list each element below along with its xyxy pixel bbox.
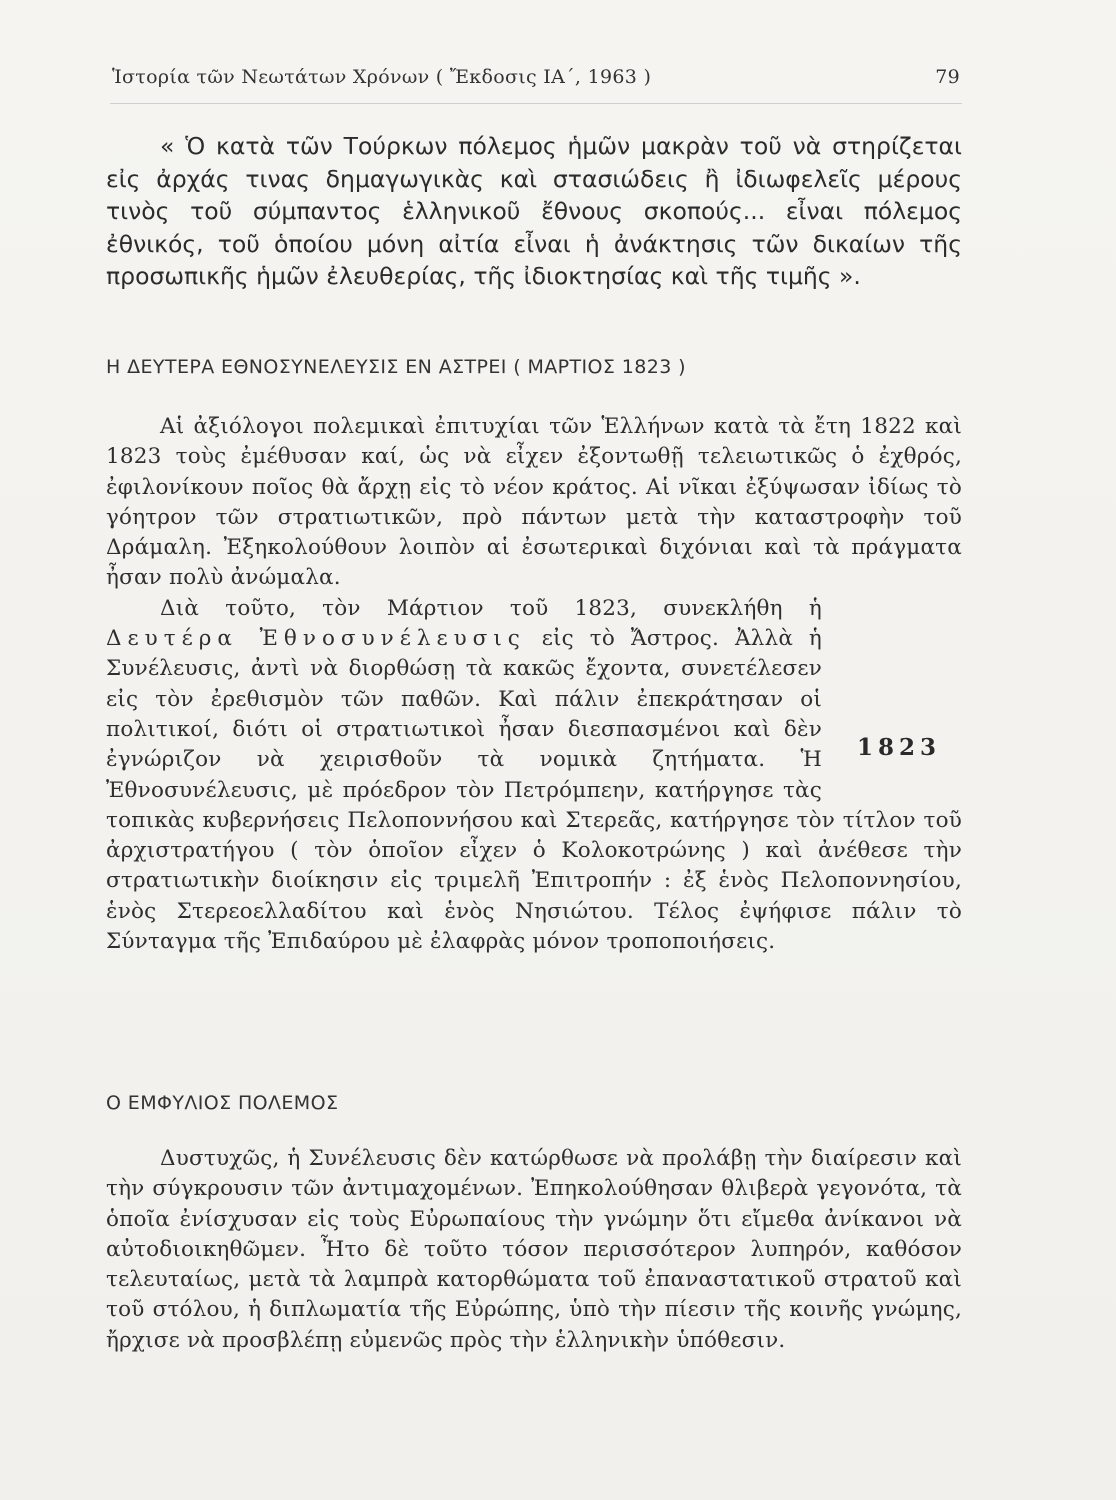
running-head [112,66,960,88]
header-rule [110,103,962,104]
section-title-second-national-assembly: Η ΔΕΥΤΕΡΑ ΕΘΝΟΣΥΝΕΛΕΥΣΙΣ ΕΝ ΑΣΤΡΕΙ ( ΜΑΡΤΙΟΣ 1823 ) [106,356,686,378]
margin-note-year: 1823 [857,734,942,761]
quotation-paragraph: « Ὁ κατὰ τῶν Τούρκων πόλεμος ἡμῶν μακρὰν τοῦ νὰ στηρίζεται εἰς ἀρχάς τινας δημαγωγικὰς καὶ στασιώδεις ἢ ἰδιωφελεῖς μέρους τινὸς τοῦ σύμπαντος ἑλληνικοῦ ἔθνους σκοπούς... εἶναι πόλεμος ἐθνικός, τοῦ ὁποίου μόνη αἰτία εἶναι ἡ ἀνάκτησις τῶν δικαίων τῆς προσωπικῆς ἡμῶν ἐλευθερίας, τῆς ἰδιοκτησίας καὶ τῆς τιμῆς ». [106,132,962,291]
section-civil-war [106,1144,962,1356]
margin-note-gap [822,685,962,777]
paragraph-text: εἰς τὸ Ἄστρος. Ἀλλὰ ἡ Συνέλευσις, ἀντὶ νὰ διορθώσῃ τὰ κακῶς ἔχοντα, συνετέλεσεν εἰς τὸν ἐρεθισμὸν τῶν παθῶν. Καὶ πάλιν ἐπεκράτησαν οἱ πολιτικοί, διότι οἱ στρατιωτικοὶ ἦσαν διεσπασμένοι καὶ δὲν ἐγνώριζον νὰ χειρισθοῦν τὰ νομικὰ ζητήματα. Ἡ Ἐθνοσυνέλευσις, μὲ πρόεδρον τὸν Πετρόμπεην, κατήργησε τὰς τοπικὰς κυβερνήσεις Πελοποννήσου καὶ Στερεᾶς, κατήργησε τὸν τίτλον τοῦ ἀρχιστρατήγου ( τὸν ὁποῖον εἶχεν ὁ Κολοκοτρώνης ) καὶ ἀνέθεσε τὴν στρατιωτικὴν διοίκησιν εἰς τριμελῆ Ἐπιτροπήν : ἐξ ἑνὸς Πελοποννησίου, ἑνὸς Στερεοελλαδίτου καὶ ἑνὸς Νησιώτου. Τέλος ἐψήφισε πάλιν τὸ Σύνταγμα τῆς Ἐπιδαύρου μὲ ἐλαφρὰς μόνον τροποποιήσεις. [106,626,962,955]
running-title: Ἱστορία τῶν Νεωτάτων Χρόνων ( Ἔκδοσις ΙΑ΄, 1963 ) [112,66,652,88]
page-number: 79 [935,66,960,88]
paragraph-text: Διὰ τοῦτο, τὸν Μάρτιον τοῦ 1823, συνεκλήθη ἡ [160,595,822,621]
emphasized-assembly-name: Δευτέρα Ἐθνοσυνέλευσις [106,626,526,652]
body-paragraph [106,594,962,958]
body-paragraph: Αἱ ἀξιόλογοι πολεμικαὶ ἐπιτυχίαι τῶν Ἑλλήνων κατὰ τὰ ἔτη 1822 καὶ 1823 τοὺς ἐμέθυσαν καί, ὡς νὰ εἶχεν ἐξοντωθῇ τελειωτικῶς ὁ ἐχθρός, ἐφιλονίκουν ποῖος θὰ ἄρχῃ εἰς τὸ νέον κράτος. Αἱ νῖκαι ἐξύψωσαν ἰδίως τὸ γόητρον τῶν στρατιωτικῶν, πρὸ πάντων μετὰ τὴν καταστροφὴν τοῦ Δράμαλη. Ἐξηκολούθουν λοιπὸν αἱ ἐσωτερικαὶ διχόνιαι καὶ τὰ πράγματα ἦσαν πολὺ ἀνώμαλα. [106,414,962,591]
section-second-national-assembly [106,412,962,957]
body-paragraph: Δυστυχῶς, ἡ Συνέλευσις δὲν κατώρθωσε νὰ προλάβῃ τὴν διαίρεσιν καὶ τὴν σύγκρουσιν τῶν ἀντιμαχομένων. Ἐπηκολούθησαν θλιβερὰ γεγονότα, τὰ ὁποῖα ἐνίσχυσαν εἰς τοὺς Εὐρωπαίους τὴν γνώμην ὅτι εἴμεθα ἀνίκανοι νὰ αὐτοδιοικηθῶμεν. Ἦτο δὲ τοῦτο τόσον περισσότερον λυπηρόν, καθόσον τελευταίως, μετὰ τὰ λαμπρὰ κατορθώματα τοῦ ἐπαναστατικοῦ στρατοῦ καὶ τοῦ στόλου, ἡ διπλωματία τῆς Εὐρώπης, ὑπὸ τὴν πίεσιν τῆς κοινῆς γνώμης, ἤρχισε νὰ προσβλέπῃ εὐμενῶς πρὸς τὴν ἑλληνικὴν ὑπόθεσιν. [106,1146,962,1353]
section-title-civil-war: Ο ΕΜΦΥΛΙΟΣ ΠΟΛΕΜΟΣ [106,1092,339,1114]
